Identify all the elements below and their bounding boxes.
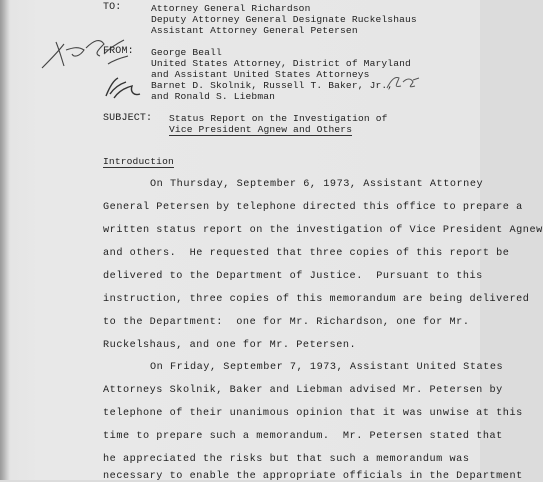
from-line-4: Barnet D. Skolnik, Russell T. Baker, Jr.,: [151, 80, 394, 91]
body-line-1: On Thursday, September 6, 1973, Assistant Attorney: [150, 179, 484, 190]
body-line-14: necessary to enable the appropriate officials in the Department: [103, 471, 523, 482]
subject-line-2: Vice President Agnew and Others: [169, 124, 353, 135]
body-line-12: time to prepare such a memorandum. Mr. Petersen stated that: [103, 431, 503, 442]
to-line-3: Assistant Attorney General Petersen: [151, 25, 358, 36]
from-line-3: and Assistant United States Attorneys: [151, 69, 370, 80]
to-label: TO:: [103, 2, 122, 13]
from-line-2: United States Attorney, District of Maryland: [151, 58, 411, 69]
to-line-2: Deputy Attorney General Designate Ruckelshaus: [151, 14, 417, 25]
section-heading-introduction: Introduction: [103, 156, 174, 167]
body-line-10: Attorneys Skolnik, Baker and Liebman advised Mr. Petersen by: [103, 385, 503, 396]
body-line-11: telephone of their unanimous opinion that it was unwise at this: [103, 408, 523, 419]
subject-line-1: Status Report on the Investigation of: [169, 113, 388, 124]
body-line-9: On Friday, September 7, 1973, Assistant United States: [150, 362, 504, 373]
from-line-5: and Ronald S. Liebman: [151, 91, 276, 102]
subject-label: SUBJECT:: [103, 113, 153, 124]
handwritten-mark-left: [100, 74, 148, 104]
body-line-7: to the Department: one for Mr. Richardson, one for Mr.: [103, 317, 470, 328]
body-line-3: written status report on the investigation of Vice President Agnew: [103, 225, 543, 236]
handwritten-mark-right: [383, 72, 423, 94]
scan-edge-shadow: [0, 0, 10, 480]
body-line-6: instruction, three copies of this memorandum are being delivered: [103, 294, 530, 305]
body-line-2: General Petersen by telephone directed this office to prepare a: [103, 202, 523, 213]
to-line-1: Attorney General Richardson: [151, 3, 311, 14]
body-line-4: and others. He requested that three copies of this report be: [103, 248, 510, 259]
body-line-5: delivered to the Department of Justice. Pursuant to this: [103, 271, 483, 282]
from-label: FROM:: [103, 46, 134, 57]
from-line-1: George Beall: [151, 47, 222, 58]
body-line-8: Ruckelshaus, and one for Mr. Petersen.: [103, 340, 357, 351]
body-line-13: he appreciated the risks but that such a memorandum was: [103, 454, 470, 465]
